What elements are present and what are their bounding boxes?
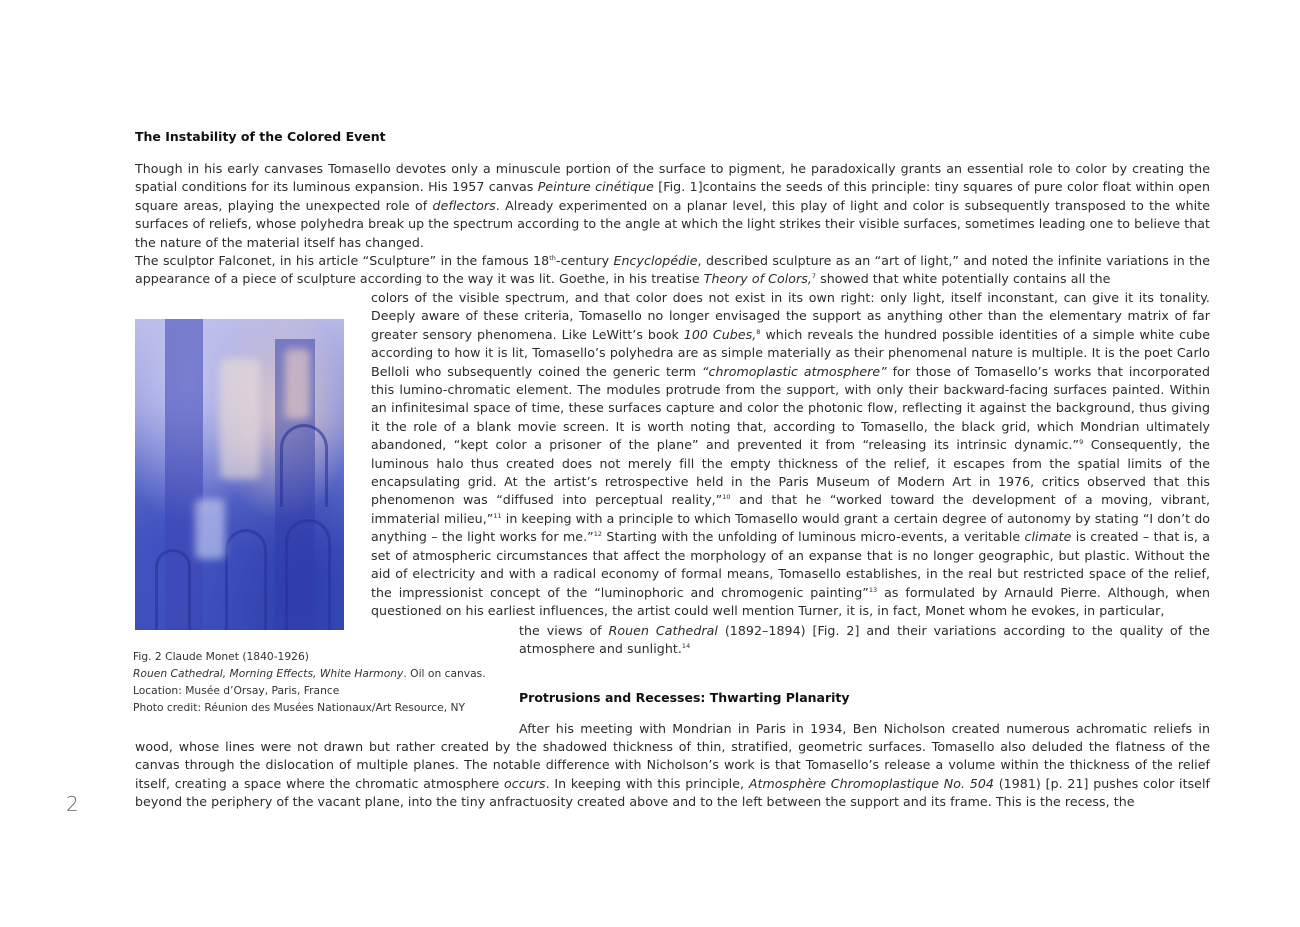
paragraph: Though in his early canvases Tomasello devotes only a minuscule portion of the surface to pigment, he paradoxically grants an essential role to color by creating the spatial conditions for its luminous expansion. His 1957 canvas Peinture cinétique [Fig. 1]contains the seeds of this principle: tiny squares of pure color float within open square areas, playing the unexpected role of deflectors. Already experimented on a planar level, this play of light and color is subsequently transposed to the white surfaces of reliefs, whose polyhedra break up the spectrum according to the angle at which the light strikes their visible surfaces, sometimes leading one to believe that the nature of the material itself has changed. [135, 161, 1210, 250]
paragraph: the views of Rouen Cathedral (1892–1894) [Fig. 2] and their variations according to the quality of the atmosphere and sunlight.$^{14}$ [519, 623, 1210, 657]
paragraph: wood, whose lines were not drawn but rather created by the shadowed thickness of thin, stratified, geometric surfaces. Tomasello also deluded the flatness of the canvas through the dislocation of multiple planes. The notable difference with Nicholson’s work is that Tomasello’s release a volume within the thickness of the relief itself, creating a space where the chromatic atmosphere occurs. In keeping with this principle, Atmosphère Chromoplastique No. 504 (1981) [p. 21] pushes color itself beyond the periphery of the vacant plane, into the tiny anfractuosity created above and to the left between the support and its frame. This is the recess, the [135, 739, 1211, 810]
figure-caption [133, 648, 486, 716]
column-end-text-block [519, 622, 1210, 659]
section2-first-line: After his meeting with Mondrian in Paris in 1934, Ben Nicholson created numerous achromatic reliefs in [519, 721, 1210, 736]
paragraph: colors of the visible spectrum, and that color does not exist in its own right: only light, itself inconstant, can give it its tonality. Deeply aware of these criteria, Tomasello no longer envisaged the support as anything other than the elementary matrix of far greater sensory phenomena. Like LeWitt’s book 100 Cubes,$^8$ which reveals the hundred possible identities of a simple white cube according to how it is lit, Tomasello’s polyhedra are as simple materially as their phenomenal nature is multiple. It is the poet Carlo Belloli who subsequently coined the generic term “chromoplastic atmosphere” for those of Tomasello’s works that incorporated this lumino-chromatic element. The modules protrude from the support, with only their backward-facing surfaces painted. Within an infinitesimal space of time, these surfaces capture and color the photonic flow, reflecting it against the background, thus giving it the role of a blank movie screen. It is worth noting that, according to Tomasello, the black grid, which Mondrian ultimately abandoned, “kept color a prisoner of the plane” and prevented it from “releasing its intrinsic dynamic.”$^9$ Consequently, the luminous halo thus created does not merely fill the empty thickness of the relief, it escapes from the spatial limits of the encapsulating grid. At the artist’s retrospective held in the Paris Museum of Modern Art in 1976, critics observed that this phenomenon was “diffused into perceptual reality,”$^{10}$ and that he “worked toward the development of a moving, vibrant, immaterial milieu,”$^{11}$ in keeping with a principle to which Tomasello would grant a certain degree of autonomy by stating “I don’t do anything – the light works for me.”$^{12}$ Starting with the unfolding of luminous micro-events, a veritable climate is created – that is, a set of atmospheric circumstances that affect the morphology of an expanse that is no longer geographic, but plastic. Without the aid of electricity and with a radical economy of formal means, Tomasello establishes, in the real but restricted space of the relief, the impressionist concept of the “luminophoric and chromogenic painting”$^{13}$ as formulated by Arnauld Pierre. Although, when questioned on his earliest influences, the artist could well mention Turner, it is, in fact, Monet whom he evokes, in particular, [371, 290, 1211, 618]
caption-line: Rouen Cathedral, Morning Effects, White Harmony. Oil on canvas. [133, 667, 486, 680]
caption-line: Fig. 2 Claude Monet (1840-1926) [133, 650, 309, 663]
caption-line: Photo credit: Réunion des Musées Nationaux/Art Resource, NY [133, 701, 466, 714]
section2-text-block [135, 738, 1210, 812]
monet-painting-image [135, 319, 344, 630]
caption-line: Location: Musée d’Orsay, Paris, France [133, 684, 340, 697]
section-title: The Instability of the Colored Event [135, 129, 386, 144]
column-text-block [371, 289, 1210, 620]
intro-text-block [135, 160, 1210, 289]
section-title: Protrusions and Recesses: Thwarting Planarity [519, 690, 850, 705]
page-number: 2 [66, 792, 79, 816]
paragraph: The sculptor Falconet, in his article “Sculpture” in the famous 18th-century Encyclopédie, described sculpture as an “art of light,” and noted the infinite variations in the appearance of a piece of sculpture according to the way it was lit. Goethe, in his treatise Theory of Colors,$^7$ showed that white potentially contains all the [135, 253, 1211, 287]
